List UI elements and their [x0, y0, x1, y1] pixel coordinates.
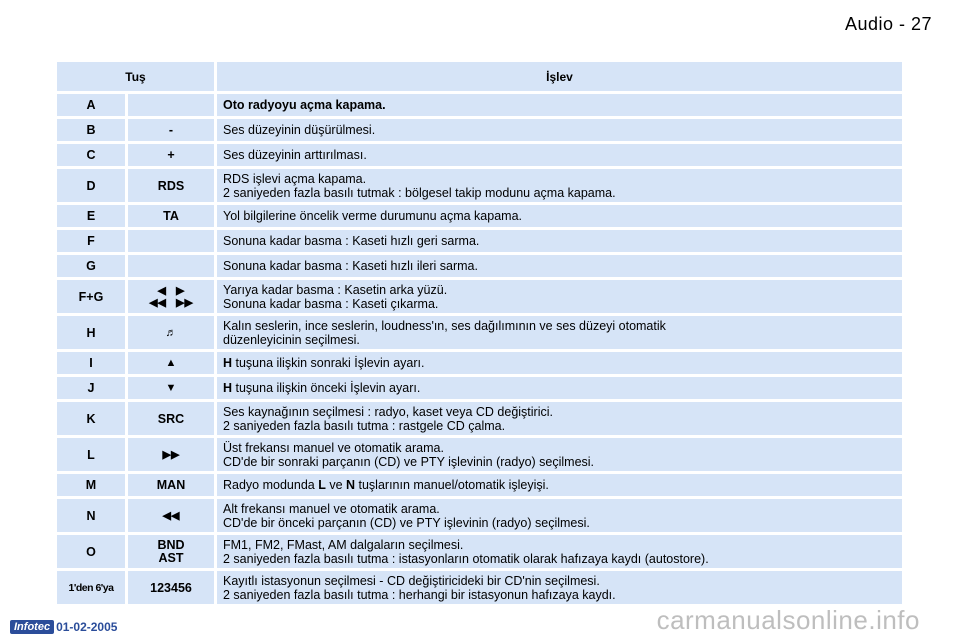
row-id: N [57, 499, 125, 532]
page-title: Audio - 27 [844, 14, 932, 34]
row-key: MAN [128, 474, 214, 496]
table-row [57, 94, 902, 116]
row-function: Kalın seslerin, ince seslerin, loudness'ın, ses dağılımının ve ses düzeyi otomatik düzenleyicinin seçilmesi. [217, 316, 902, 349]
row-function: Alt frekansı manuel ve otomatik arama. CD'de bir önceki parçanın (CD) ve PTY işlevinin (radyo) seçilmesi. [217, 499, 902, 532]
row-function: Sonuna kadar basma : Kaseti hızlı geri sarma. [217, 230, 902, 252]
row-id: G [57, 255, 125, 277]
table-row [57, 144, 902, 166]
up-arrow-icon: ▲ [165, 357, 177, 369]
row-key [128, 94, 214, 116]
row-function: Sonuna kadar basma : Kaseti hızlı ileri sarma. [217, 255, 902, 277]
row-function: RDS işlevi açma kapama. 2 saniyeden fazla basılı tutmak : bölgesel takip modunu açma kapama. [217, 169, 902, 202]
music-note-icon: ♬ [165, 326, 177, 339]
table-row [57, 571, 902, 604]
row-id: L [57, 438, 125, 471]
fast-forward-icon: ▶▶ [176, 296, 193, 309]
row-function: Ses kaynağının seçilmesi : radyo, kaset veya CD değiştirici. 2 saniyeden fazla basılı tutma : rastgele CD çalma. [217, 402, 902, 435]
row-id: F+G [57, 280, 125, 313]
table-row [57, 535, 902, 568]
row-key [128, 255, 214, 277]
row-key [128, 377, 214, 399]
table-row [57, 169, 902, 202]
row-function: Ses düzeyinin arttırılması. [217, 144, 902, 166]
row-key: 123456 [128, 571, 214, 604]
down-arrow-icon: ▼ [165, 382, 177, 394]
footer-date: 01-02-2005 [56, 620, 118, 634]
row-function: Üst frekansı manuel ve otomatik arama. CD'de bir sonraki parçanın (CD) ve PTY işlevinin (radyo) seçilmesi. [217, 438, 902, 471]
table-row [57, 205, 902, 227]
table-row [57, 402, 902, 435]
row-id: F [57, 230, 125, 252]
row-id: 1'den 6'ya [57, 571, 125, 604]
header-function: İşlev [217, 62, 902, 91]
row-id: I [57, 352, 125, 374]
row-function: FM1, FM2, FMast, AM dalgaların seçilmesi. 2 saniyeden fazla basılı tutma : istasyonların otomatik olarak hafızaya kaydı (autostore). [217, 535, 902, 568]
row-key [128, 230, 214, 252]
row-function: Yol bilgilerine öncelik verme durumunu açma kapama. [217, 205, 902, 227]
rewind-icon: ◀◀ [162, 509, 180, 522]
row-function: H tuşuna ilişkin önceki İşlevin ayarı. [217, 377, 902, 399]
header-key: Tuş [57, 62, 214, 91]
row-key: - [128, 119, 214, 141]
row-key: SRC [128, 402, 214, 435]
row-id: C [57, 144, 125, 166]
right-arrow-icon: ▶ [176, 284, 185, 297]
row-id: H [57, 316, 125, 349]
row-id: M [57, 474, 125, 496]
row-id: A [57, 94, 125, 116]
row-key [128, 316, 214, 349]
row-key [128, 499, 214, 532]
rewind-icon: ◀◀ [149, 296, 166, 309]
footer [10, 620, 117, 634]
row-id: O [57, 535, 125, 568]
watermark: carmanualsonline.info [656, 605, 920, 635]
table-row [57, 119, 902, 141]
table-row [57, 377, 902, 399]
row-id: E [57, 205, 125, 227]
row-id: J [57, 377, 125, 399]
row-function: Oto radyoyu açma kapama. [217, 94, 902, 116]
row-id: B [57, 119, 125, 141]
table-row [57, 438, 902, 471]
row-function: Radyo modunda L ve N tuşlarının manuel/otomatik işleyişi. [217, 474, 902, 496]
row-key [128, 352, 214, 374]
row-id: K [57, 402, 125, 435]
left-arrow-icon: ◀ [157, 284, 166, 297]
infotec-logo: Infotec [10, 620, 54, 634]
key-function-table [57, 62, 902, 607]
row-key: TA [128, 205, 214, 227]
table-row [57, 499, 902, 532]
table-row [57, 474, 902, 496]
row-function: Yarıya kadar basma : Kasetin arka yüzü. Sonuna kadar basma : Kaseti çıkarma. [217, 280, 902, 313]
table-header [57, 62, 902, 91]
table-row [57, 230, 902, 252]
row-key: RDS [128, 169, 214, 202]
row-function: Kayıtlı istasyonun seçilmesi - CD değiştiricideki bir CD'nin seçilmesi. 2 saniyeden fazla basılı tutma : herhangi bir istasyonun hafızaya kaydı. [217, 571, 902, 604]
table-row [57, 352, 902, 374]
table-row [57, 280, 902, 313]
row-function: Ses düzeyinin düşürülmesi. [217, 119, 902, 141]
table-row [57, 255, 902, 277]
row-key: + [128, 144, 214, 166]
row-key: BND AST [128, 535, 214, 568]
table-row [57, 316, 902, 349]
row-id: D [57, 169, 125, 202]
row-key [128, 280, 214, 313]
fast-forward-icon: ▶▶ [162, 448, 180, 461]
row-key [128, 438, 214, 471]
row-function: H tuşuna ilişkin sonraki İşlevin ayarı. [217, 352, 902, 374]
